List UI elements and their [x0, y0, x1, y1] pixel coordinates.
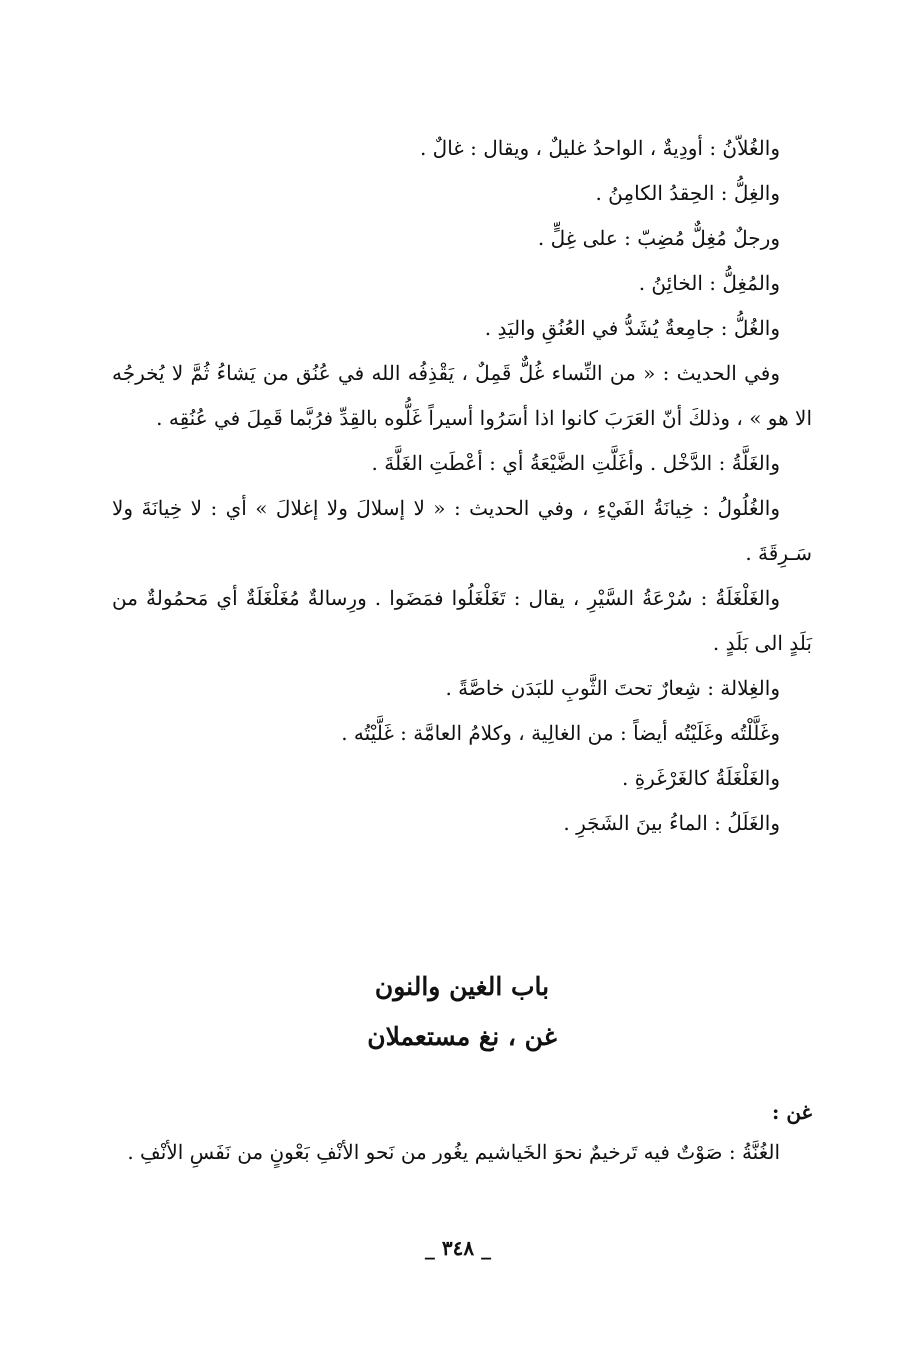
entry-ghunna: الغُنَّةُ : صَوْتٌ فيه تَرخيمٌ نحوَ الخَياشيم يغُور من نَحو الأنْفِ بَعْونٍ من نَفَسِ الأنْفِ . [127, 1140, 780, 1164]
entry-ghalla: والغَلَّةُ : الدَّخْل . وأغَلَّتِ الضَّيْعَةُ أي : أعْطَتِ الغَلَّةَ . [371, 451, 780, 475]
entry-ghallaltuh: وغَلَّلْتُه وغَلَيْتُه أيضاً : من الغالِية ، وكلامُ العامَّة : غَلَّيْتُه . [341, 721, 780, 745]
dictionary-entries [112, 126, 812, 846]
entry-ghullan: والغُلاّنُ : أودِيةٌ ، الواحدُ غليلٌ ، ويقال : غالٌ . [419, 136, 780, 160]
section-ghn [112, 1092, 812, 1172]
section-label: غن : [771, 1100, 812, 1124]
entry-mughill: والمُغِلُّ : الخائِنُ . [638, 271, 780, 295]
chapter-subtitle: غن ، نغ مستعملان [367, 1022, 557, 1051]
entry-ghulul: والغُلُولُ : خِيانَةُ الفَيْءِ ، وفي الحديث : « لا إسلالَ ولا إغلالَ » أي : لا خِيانَةَ ولا سَـرِقَةَ . [112, 496, 812, 565]
entry-ghull: والغُلُّ : جامِعةٌ يُشَدُّ في العُنُقِ واليَدِ . [484, 316, 780, 340]
chapter-title: باب الغين والنون [374, 972, 550, 1001]
entry-rajul-mughill: ورجلٌ مُغِلٌّ مُضِبّ : على غِلٍّ . [537, 226, 780, 250]
entry-ghilala: والغِلالة : شِعارٌ تحتَ الثَّوبِ للبَدَن خاصَّةً . [445, 676, 780, 700]
chapter-headings [112, 962, 812, 1062]
entry-ghill: والغِلُّ : الحِقدُ الكامِنُ . [595, 181, 780, 205]
entry-ghalal: والغَلَلُ : الماءُ بينَ الشَجَرِ . [563, 811, 780, 835]
entry-hadith-ghull: وفي الحديث : « من النِّساء غُلٌّ قَمِلٌ ، يَقْذِفُه الله في عُنُق من يَشاءُ ثُمَّ لا يُخرجُه الا هو » ، وذلكَ أنّ العَرَبَ كانوا اذا أسَرُوا أسيراً غَلُّوه بالقِدِّ فرُبَّما قَمِلَ في عُنُقِه . [112, 361, 812, 430]
entry-ghalghala: والغَلْغَلَةُ : سُرْعَةُ السَّيْرِ ، يقال : تَغَلْغَلُوا فمَضَوا . ورِسالةٌ مُغَلْغَلَةٌ أي مَحمُولةٌ من بَلَدٍ الى بَلَدٍ . [112, 586, 812, 655]
entry-ghalghala-gharghara: والغَلْغَلَةُ كالغَرْغَرةِ . [621, 766, 780, 790]
page-number: _ ٣٤٨ _ [424, 1236, 492, 1260]
